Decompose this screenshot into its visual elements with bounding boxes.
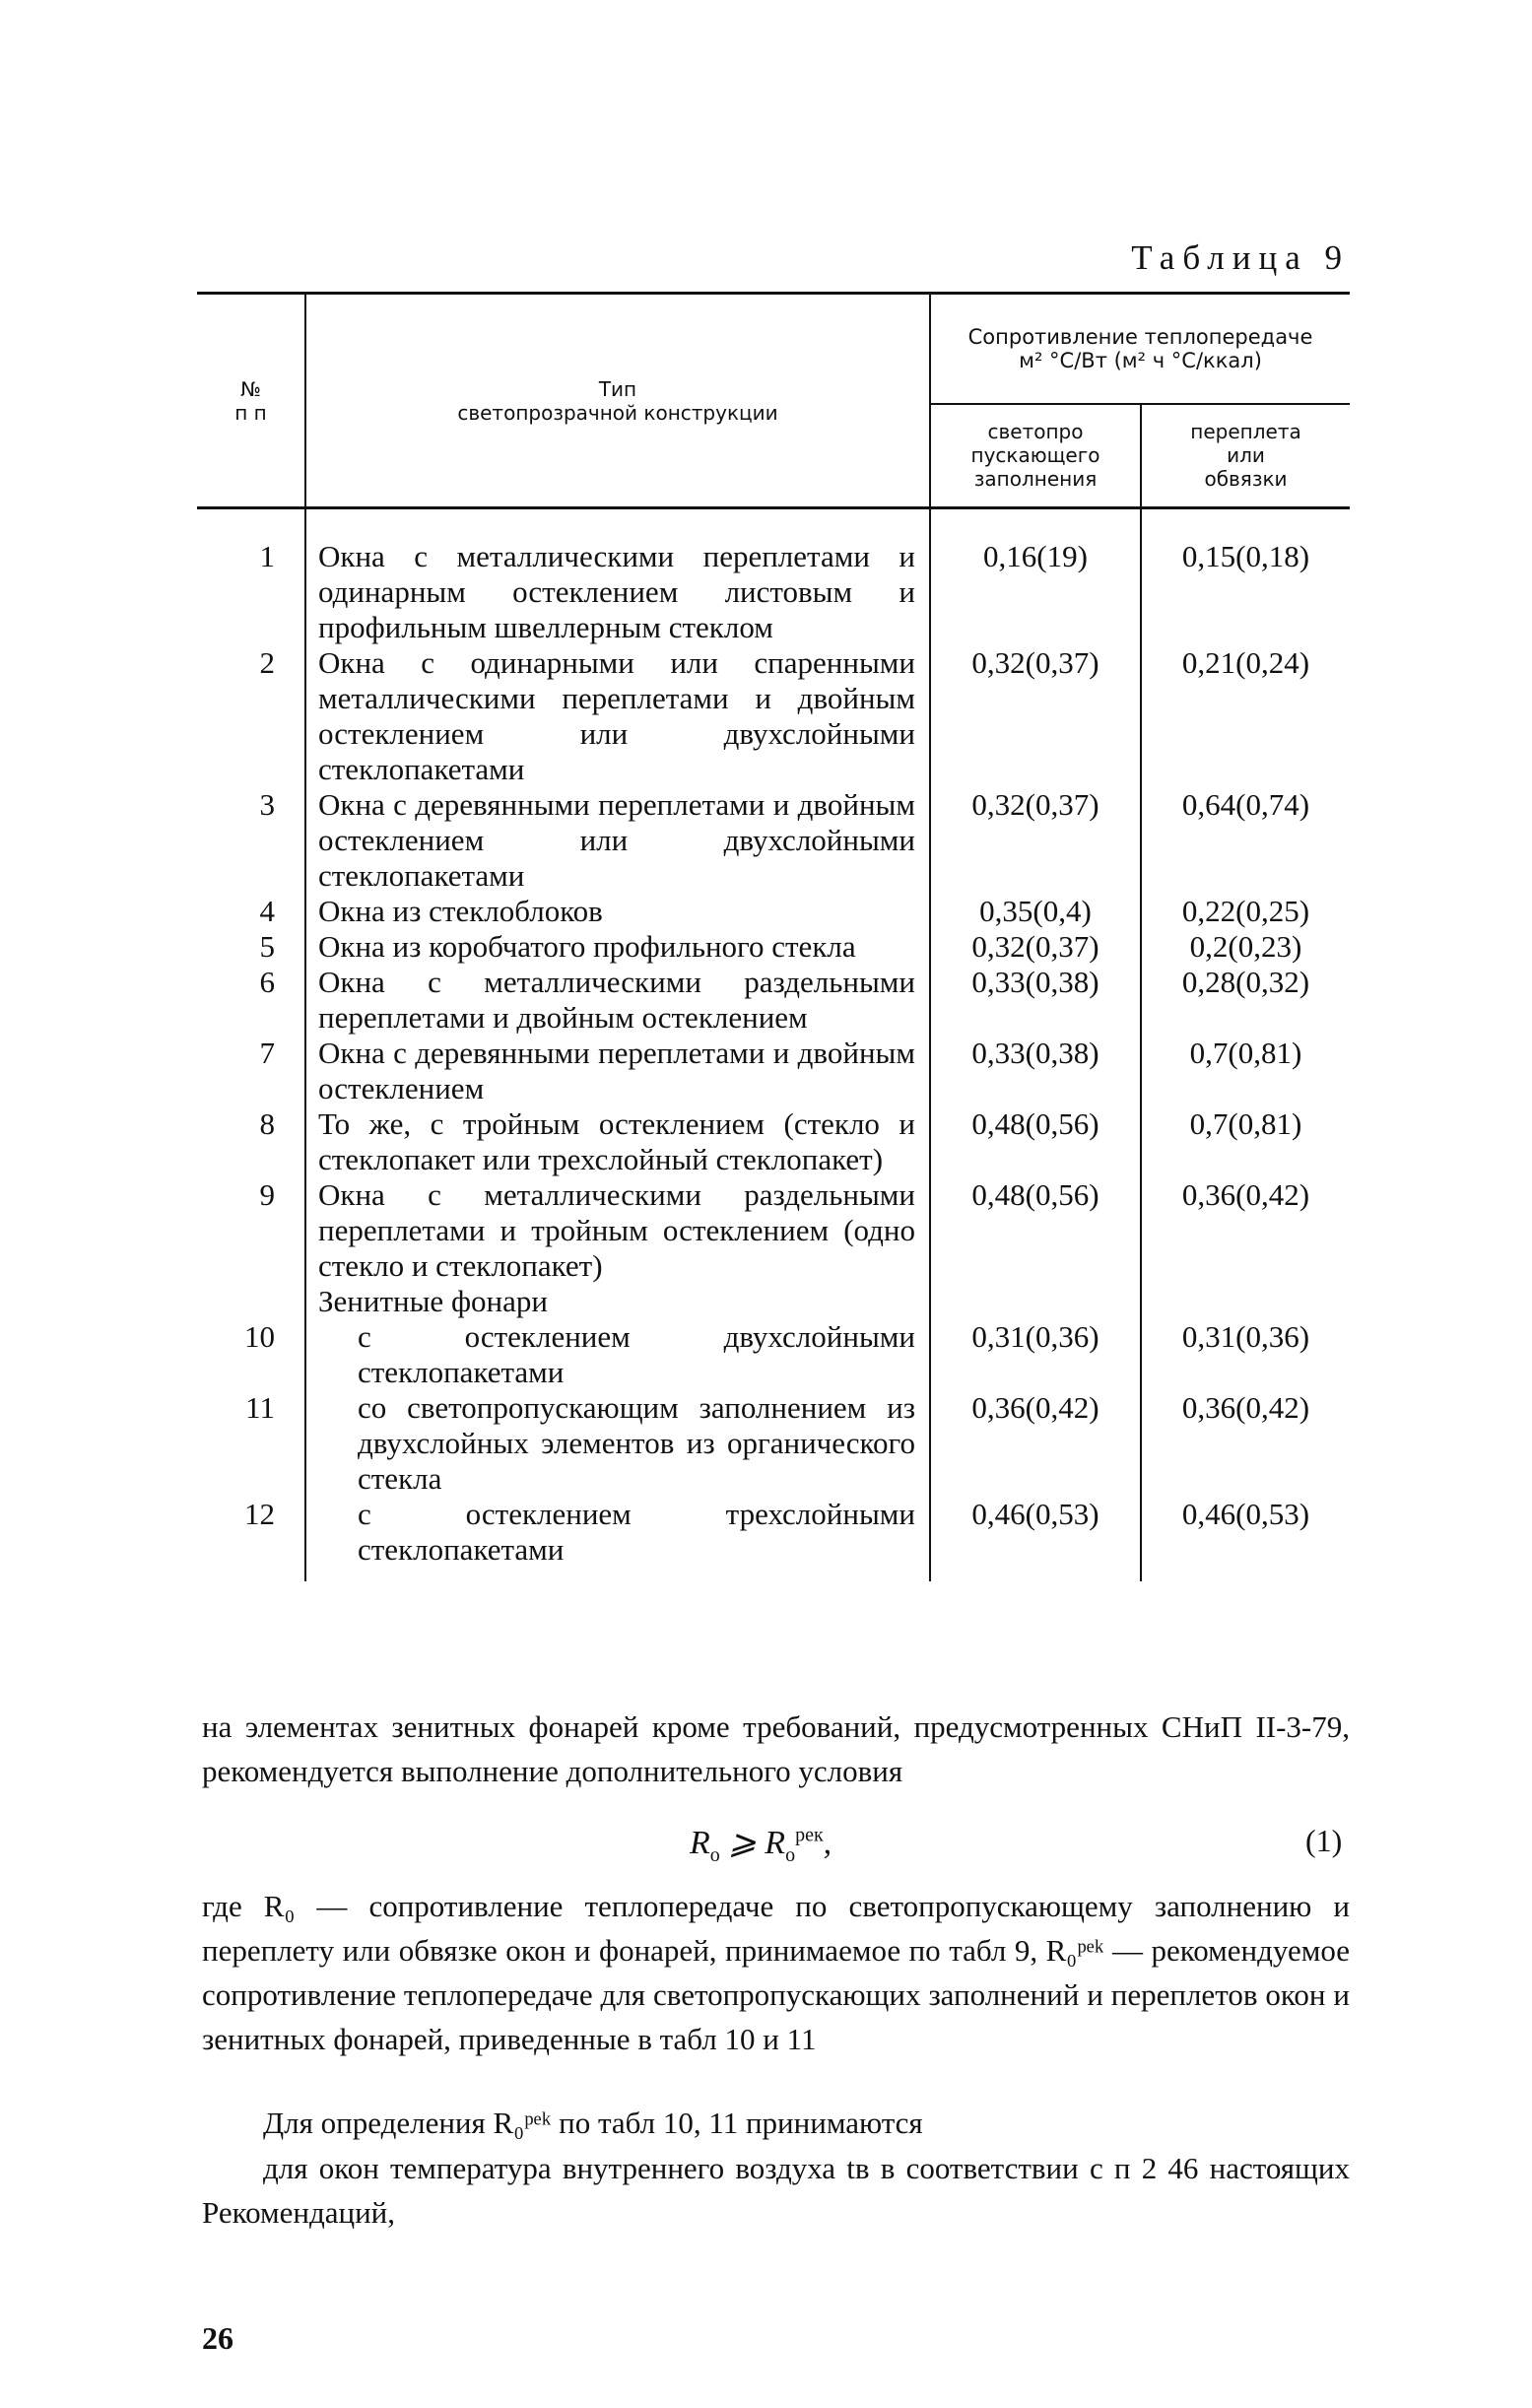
row-fill: 0,48(0,56) <box>930 1177 1141 1284</box>
row-frame: 0,2(0,23) <box>1141 929 1350 965</box>
formula-number: (1) <box>1305 1823 1343 1858</box>
table-row <box>197 1319 1350 1390</box>
row-frame: 0,28(0,32) <box>1141 965 1350 1036</box>
formula-tail: , <box>823 1825 833 1861</box>
row-frame: 0,31(0,36) <box>1141 1319 1350 1390</box>
row-fill: 0,46(0,53) <box>930 1497 1141 1581</box>
row-frame: 0,36(0,42) <box>1141 1177 1350 1284</box>
row-desc: Окна с металлическими переплетами и одинарным остеклением листовым и профильным швеллерным стеклом <box>305 508 930 646</box>
row-desc: с остеклением трехслойными стеклопакетами <box>305 1497 930 1581</box>
resistance-table <box>197 292 1350 1581</box>
row-number <box>197 1284 305 1319</box>
table-row <box>197 929 1350 965</box>
row-fill: 0,32(0,37) <box>930 929 1141 965</box>
table-row <box>197 1036 1350 1106</box>
formula-rhs-sub: о <box>785 1843 796 1866</box>
row-frame: 0,46(0,53) <box>1141 1497 1350 1581</box>
row-frame: 0,64(0,74) <box>1141 787 1350 894</box>
row-desc: со светопропускающим заполнением из двухслойных элементов из органического стекла <box>305 1390 930 1497</box>
header-num: № п п <box>197 294 305 508</box>
row-number: 1 <box>259 539 275 573</box>
row-fill: 0,48(0,56) <box>930 1106 1141 1177</box>
row-desc: с остеклением двухслойными стеклопакетами <box>305 1319 930 1390</box>
table-row <box>197 508 1350 646</box>
row-fill: 0,16(19) <box>930 508 1141 646</box>
row-number: 5 <box>259 929 275 964</box>
row-desc: Окна из коробчатого профильного стекла <box>305 929 930 965</box>
row-fill: 0,35(0,4) <box>930 894 1141 929</box>
header-type: Тип светопрозрачной конструкции <box>305 294 930 508</box>
row-desc: Окна с деревянными переплетами и двойным остеклением <box>305 1036 930 1106</box>
formula-rhs: R <box>765 1825 786 1861</box>
row-fill <box>930 1284 1141 1319</box>
formula-op: ⩾ <box>719 1825 766 1861</box>
row-number: 8 <box>259 1106 275 1141</box>
formula-rhs-sup: рек <box>795 1824 824 1846</box>
row-fill: 0,32(0,37) <box>930 787 1141 894</box>
row-number: 4 <box>259 894 275 928</box>
table-row <box>197 965 1350 1036</box>
row-desc: Окна с металлическими раздельными переплетами и тройным остеклением (одно стекло и стеклопакет) <box>305 1177 930 1284</box>
row-number: 10 <box>244 1319 275 1354</box>
row-fill: 0,33(0,38) <box>930 965 1141 1036</box>
row-number: 9 <box>259 1177 275 1212</box>
row-desc: Окна с металлическими раздельными переплетами и двойным остеклением <box>305 965 930 1036</box>
formula-lhs-sub: о <box>709 1843 720 1866</box>
table-row <box>197 787 1350 894</box>
row-number: 3 <box>259 787 275 822</box>
header-frame: переплета или обвязки <box>1141 404 1350 508</box>
header-group: Сопротивление теплопередаче м² °С/Вт (м² ч °С/ккал) <box>930 294 1350 404</box>
header-fill: светопро пускающего заполнения <box>930 404 1141 508</box>
row-fill: 0,32(0,37) <box>930 645 1141 787</box>
row-frame: 0,7(0,81) <box>1141 1036 1350 1106</box>
row-fill: 0,31(0,36) <box>930 1319 1141 1390</box>
row-number: 2 <box>259 645 275 680</box>
paragraph-definitions: где R₀ — сопротивление теплопередаче по светопропускающему заполнению и переплету или обвязке окон и фонарей, принимаемое по табл 9, R₀ᵖᵉᵏ — рекомендуемое сопротивление теплопередаче для светопропускающих заполнений и переплетов окон и зенитных фонарей, приведенные в табл 10 и 11 <box>202 1889 1350 2056</box>
table-row <box>197 1106 1350 1177</box>
table-row <box>197 1497 1350 1581</box>
row-number: 11 <box>245 1390 275 1425</box>
row-number: 7 <box>259 1036 275 1070</box>
section-title: Зенитные фонари <box>305 1284 930 1319</box>
row-number: 12 <box>244 1497 275 1531</box>
row-frame: 0,15(0,18) <box>1141 508 1350 646</box>
row-desc: Окна из стеклоблоков <box>305 894 930 929</box>
table-row <box>197 1177 1350 1284</box>
row-frame: 0,7(0,81) <box>1141 1106 1350 1177</box>
table-row <box>197 1390 1350 1497</box>
table-caption: Таблица 9 <box>1131 238 1350 277</box>
row-frame <box>1141 1284 1350 1319</box>
table-row <box>197 645 1350 787</box>
row-frame: 0,36(0,42) <box>1141 1390 1350 1497</box>
row-frame: 0,21(0,24) <box>1141 645 1350 787</box>
page-number: 26 <box>202 2320 233 2356</box>
row-number: 6 <box>259 965 275 999</box>
paragraph-determination: Для определения R₀ᵖᵉᵏ по табл 10, 11 принимаются <box>263 2106 923 2140</box>
row-fill: 0,36(0,42) <box>930 1390 1141 1497</box>
paragraph-intro: на элементах зенитных фонарей кроме требований, предусмотренных СНиП II-3-79, рекомендуется выполнение дополнительного условия <box>202 1709 1350 1788</box>
row-desc: То же, с тройным остеклением (стекло и стеклопакет или трехслойный стеклопакет) <box>305 1106 930 1177</box>
paragraph-windows: для окон температура внутреннего воздуха tв в соответствии с п 2 46 настоящих Рекомендаций, <box>202 2151 1350 2230</box>
table-row <box>197 894 1350 929</box>
formula-lhs: R <box>690 1825 710 1861</box>
row-desc: Окна с одинарными или спаренными металлическими переплетами и двойным остеклением или двухслойными стеклопакетами <box>305 645 930 787</box>
row-fill: 0,33(0,38) <box>930 1036 1141 1106</box>
table-section-row <box>197 1284 1350 1319</box>
formula <box>690 1823 832 1867</box>
row-desc: Окна с деревянными переплетами и двойным остеклением или двухслойными стеклопакетами <box>305 787 930 894</box>
row-frame: 0,22(0,25) <box>1141 894 1350 929</box>
